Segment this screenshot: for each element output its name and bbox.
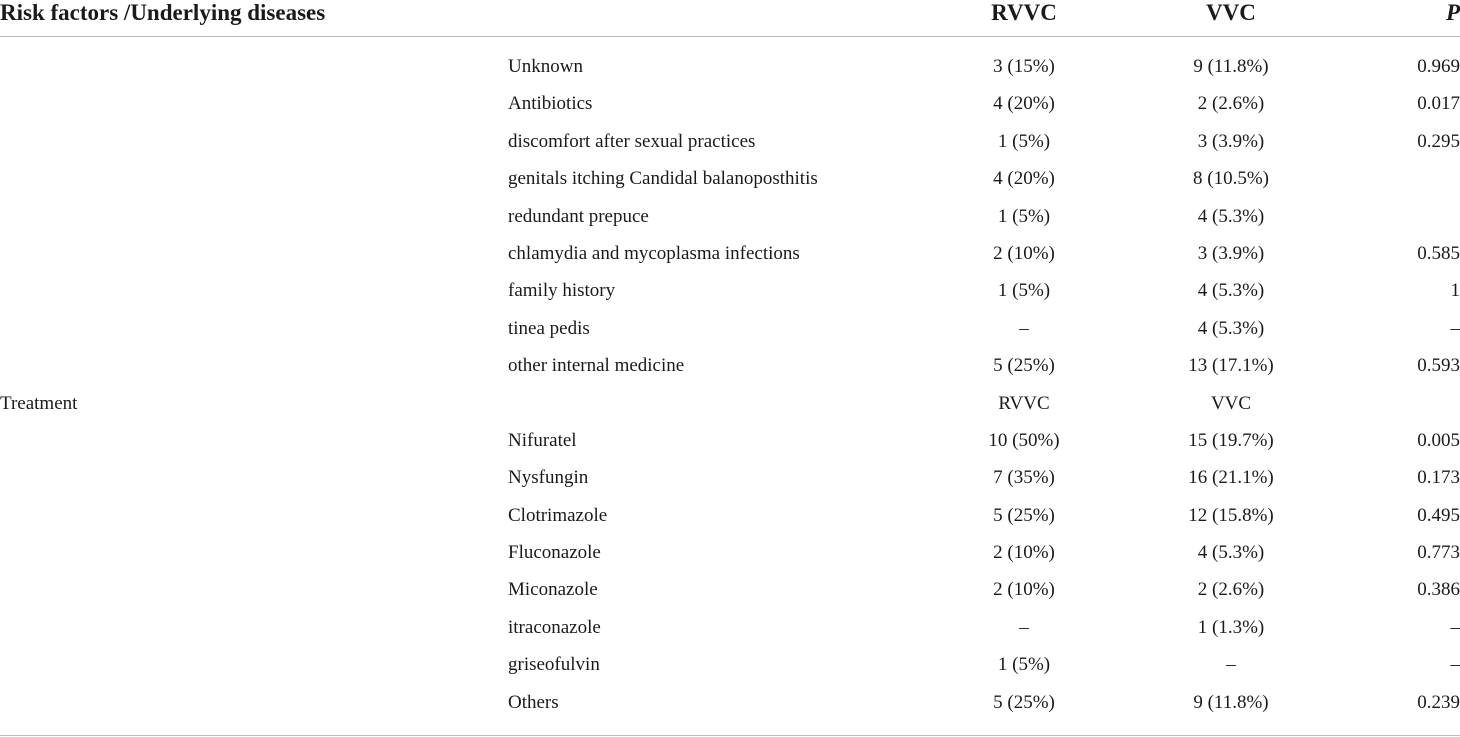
row-item-label: chlamydia and mycoplasma infections bbox=[508, 242, 800, 264]
cell-rvvc: 7 (35%) bbox=[993, 467, 1055, 489]
cell-p-value: 0.495 bbox=[1417, 504, 1460, 526]
header-risk-factors: Risk factors /Underlying diseases bbox=[0, 0, 326, 25]
cell-vvc: VVC bbox=[1210, 392, 1252, 414]
cell-vvc: 4 (5.3%) bbox=[1197, 542, 1265, 564]
table-row bbox=[0, 85, 1460, 122]
table-row bbox=[0, 235, 1460, 272]
cell-rvvc: 4 (20%) bbox=[993, 168, 1055, 190]
cell-p-value: 1 bbox=[1450, 280, 1460, 302]
row-group-label: Treatment bbox=[0, 392, 78, 414]
cell-p-value: 0.173 bbox=[1417, 467, 1460, 489]
cell-vvc: 15 (19.7%) bbox=[1188, 429, 1274, 451]
table-row bbox=[0, 123, 1460, 160]
cell-rvvc: 3 (15%) bbox=[993, 56, 1055, 77]
cell-rvvc: 2 (10%) bbox=[993, 579, 1055, 601]
cell-vvc: 12 (15.8%) bbox=[1188, 504, 1274, 526]
cell-p-value: 0.295 bbox=[1417, 130, 1460, 152]
cell-vvc: 9 (11.8%) bbox=[1193, 691, 1269, 713]
cell-vvc: – bbox=[1226, 654, 1236, 676]
row-item-label: genitals itching Candidal balanoposthitis bbox=[508, 168, 818, 190]
cell-rvvc: 1 (5%) bbox=[997, 130, 1051, 152]
cell-p-value: 0.585 bbox=[1417, 242, 1460, 264]
cell-rvvc: 5 (25%) bbox=[993, 691, 1055, 713]
header-p-value: P bbox=[1445, 0, 1460, 25]
cell-vvc: 2 (2.6%) bbox=[1197, 579, 1265, 601]
cell-rvvc: – bbox=[1019, 317, 1029, 339]
row-item-label: itraconazole bbox=[508, 616, 601, 638]
cell-p-value: – bbox=[1450, 317, 1460, 339]
cell-vvc: 3 (3.9%) bbox=[1197, 130, 1265, 152]
table-row bbox=[0, 160, 1460, 197]
table-row bbox=[0, 646, 1460, 683]
row-item-label: Nysfungin bbox=[508, 467, 589, 489]
cell-p-value: 0.773 bbox=[1417, 542, 1460, 564]
cell-rvvc: – bbox=[1019, 616, 1029, 638]
row-item-label: griseofulvin bbox=[508, 654, 600, 676]
header-rvvc: RVVC bbox=[991, 0, 1057, 25]
cell-vvc: 16 (21.1%) bbox=[1188, 467, 1274, 489]
cell-rvvc: 1 (5%) bbox=[997, 280, 1051, 302]
cell-rvvc: 2 (10%) bbox=[993, 542, 1055, 564]
table-row bbox=[0, 310, 1460, 347]
cell-rvvc: RVVC bbox=[998, 392, 1050, 414]
cell-vvc: 4 (5.3%) bbox=[1197, 317, 1265, 339]
bottom-rule bbox=[0, 735, 1460, 736]
cell-p-value: 0.239 bbox=[1417, 691, 1460, 713]
row-item-label: Others bbox=[508, 691, 559, 713]
row-item-label: family history bbox=[508, 280, 616, 302]
table-row bbox=[0, 571, 1460, 608]
row-item-label: Clotrimazole bbox=[508, 504, 608, 526]
cell-p-value: 0.005 bbox=[1417, 429, 1460, 451]
row-item-label: Antibiotics bbox=[508, 93, 593, 115]
table-row bbox=[0, 198, 1460, 235]
table-row bbox=[0, 48, 1460, 85]
table-row bbox=[0, 347, 1460, 384]
cell-vvc: 1 (1.3%) bbox=[1197, 616, 1265, 638]
row-item-label: Fluconazole bbox=[508, 542, 601, 564]
table-row bbox=[0, 459, 1460, 496]
cell-rvvc: 2 (10%) bbox=[993, 242, 1055, 264]
cell-vvc: 9 (11.8%) bbox=[1193, 56, 1269, 77]
cell-rvvc: 1 (5%) bbox=[997, 205, 1051, 227]
cell-p-value: 0.969 bbox=[1417, 56, 1460, 77]
cell-p-value: 0.386 bbox=[1417, 579, 1460, 601]
table-row bbox=[0, 609, 1460, 646]
table-header bbox=[0, 0, 1460, 36]
cell-p-value: 0.593 bbox=[1417, 355, 1460, 377]
table-row bbox=[0, 385, 1460, 422]
cell-vvc: 4 (5.3%) bbox=[1197, 205, 1265, 227]
cell-rvvc: 1 (5%) bbox=[997, 654, 1051, 676]
row-item-label: discomfort after sexual practices bbox=[508, 130, 756, 152]
cell-vvc: 13 (17.1%) bbox=[1188, 355, 1274, 377]
cell-rvvc: 4 (20%) bbox=[993, 93, 1055, 115]
row-item-label: Nifuratel bbox=[508, 429, 577, 451]
header-vvc: VVC bbox=[1206, 0, 1256, 25]
row-item-label: other internal medicine bbox=[508, 355, 685, 377]
cell-vvc: 2 (2.6%) bbox=[1197, 93, 1265, 115]
cell-vvc: 3 (3.9%) bbox=[1197, 242, 1265, 264]
table-row bbox=[0, 272, 1460, 309]
cell-vvc: 8 (10.5%) bbox=[1193, 168, 1269, 190]
cell-p-value: – bbox=[1450, 654, 1460, 676]
table-row bbox=[0, 684, 1460, 721]
table-row bbox=[0, 534, 1460, 571]
row-item-label: Miconazole bbox=[508, 579, 598, 601]
row-item-label: tinea pedis bbox=[508, 317, 590, 339]
header-rule bbox=[0, 36, 1460, 37]
row-item-label: Unknown bbox=[508, 56, 583, 77]
table-body bbox=[0, 48, 1460, 721]
table-row bbox=[0, 422, 1460, 459]
row-item-label: redundant prepuce bbox=[508, 205, 649, 227]
cell-rvvc: 5 (25%) bbox=[993, 504, 1055, 526]
cell-rvvc: 10 (50%) bbox=[988, 429, 1060, 451]
cell-rvvc: 5 (25%) bbox=[993, 355, 1055, 377]
cell-vvc: 4 (5.3%) bbox=[1197, 280, 1265, 302]
cell-p-value: – bbox=[1450, 616, 1460, 638]
cell-p-value: 0.017 bbox=[1417, 93, 1460, 115]
table-row bbox=[0, 497, 1460, 534]
